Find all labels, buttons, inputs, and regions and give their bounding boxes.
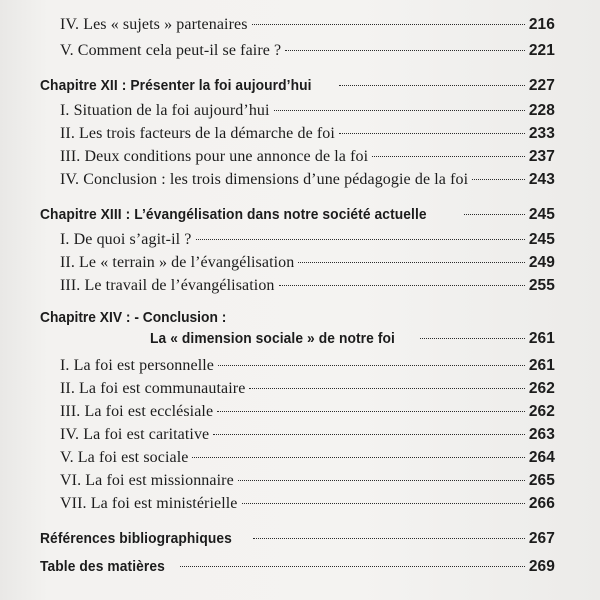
toc-entry [60, 230, 555, 250]
toc-entry-page: 228 [528, 102, 555, 119]
leader-dots [372, 156, 525, 157]
chapter-heading [40, 205, 555, 225]
leader-dots [238, 480, 525, 481]
contents-title: Table des matières [40, 558, 165, 575]
toc-entry-label: I. Situation de la foi aujourd’hui [60, 102, 270, 119]
leader-dots [274, 110, 525, 111]
leader-dots [472, 179, 525, 180]
contents-entry [40, 557, 555, 577]
leader-dots [218, 365, 525, 366]
toc-entry [60, 425, 555, 445]
toc-entry-label: III. Le travail de l’évangélisation [60, 277, 275, 294]
toc-entry [60, 356, 555, 376]
toc-entry [60, 448, 555, 468]
leader-dots [213, 434, 525, 435]
references-entry [40, 529, 555, 549]
leader-dots [464, 214, 525, 215]
leader-dots [339, 85, 525, 86]
leader-dots [279, 285, 525, 286]
toc-entry [60, 379, 555, 399]
leader-dots [196, 239, 525, 240]
toc-entry [60, 253, 555, 273]
toc-entry [60, 276, 555, 296]
toc-entry [60, 402, 555, 422]
leader-dots [253, 538, 525, 539]
toc-entry [60, 147, 555, 167]
leader-dots [285, 50, 525, 51]
toc-entry-page: 262 [528, 403, 555, 420]
toc-entry-label: VII. La foi est ministérielle [60, 495, 238, 512]
toc-entry-page: 233 [528, 125, 555, 142]
toc-entry-label: I. La foi est personnelle [60, 357, 214, 374]
chapter-page: 227 [528, 77, 555, 94]
chapter-heading [40, 76, 555, 96]
leader-dots [339, 133, 525, 134]
chapter-page: 245 [528, 206, 555, 223]
references-title: Références bibliographiques [40, 530, 232, 547]
contents-page: 269 [528, 558, 555, 575]
toc-entry-page: 263 [528, 426, 555, 443]
leader-dots [242, 503, 525, 504]
toc-entry-label: II. Le « terrain » de l’évangélisation [60, 254, 295, 271]
leader-dots [252, 24, 525, 25]
toc-entry-page: 265 [528, 472, 555, 489]
toc-entry-label: VI. La foi est missionnaire [60, 472, 234, 489]
toc-entry-label: I. De quoi s’agit-il ? [60, 231, 192, 248]
toc-entry [60, 101, 555, 121]
toc-entry-page: 216 [528, 16, 555, 33]
toc-entry-label: IV. La foi est caritative [60, 426, 210, 443]
leader-dots [192, 457, 524, 458]
toc-entry [60, 494, 555, 514]
toc-entry [60, 15, 555, 35]
leader-dots [249, 388, 524, 389]
chapter-page: 261 [528, 330, 555, 347]
toc-entry [60, 170, 555, 190]
toc-entry [60, 471, 555, 491]
toc-entry-page: 245 [528, 231, 555, 248]
leader-dots [298, 262, 524, 263]
leader-dots [180, 566, 525, 567]
toc-entry [60, 41, 555, 61]
toc-entry-label: II. La foi est communautaire [60, 380, 246, 397]
toc-entry-page: 243 [528, 171, 555, 188]
toc-entry-label: III. Deux conditions pour une annonce de la foi [60, 148, 369, 165]
leader-dots [217, 411, 525, 412]
toc-entry-label: V. Comment cela peut-il se faire ? [60, 42, 282, 59]
chapter-title: La « dimension sociale » de notre foi [150, 330, 395, 347]
toc-entry-label: II. Les trois facteurs de la démarche de foi [60, 125, 335, 142]
references-page: 267 [528, 530, 555, 547]
toc-entry-page: 237 [528, 148, 555, 165]
chapter-title: Chapitre XII : Présenter la foi aujourd’hui [40, 77, 312, 94]
toc-entry-page: 249 [528, 254, 555, 271]
toc-entry-page: 221 [528, 42, 555, 59]
toc-entry-label: IV. Les « sujets » partenaires [60, 16, 248, 33]
toc-entry-page: 262 [528, 380, 555, 397]
toc-entry-page: 255 [528, 277, 555, 294]
toc-entry-page: 261 [528, 357, 555, 374]
leader-dots [420, 338, 525, 339]
toc-entry-label: IV. Conclusion : les trois dimensions d’une pédagogie de la foi [60, 171, 469, 188]
chapter-heading [150, 329, 555, 349]
chapter-heading-line1: Chapitre XIV : - Conclusion : [40, 309, 227, 326]
toc-entry-page: 264 [528, 449, 555, 466]
toc-entry [60, 124, 555, 144]
toc-entry-label: V. La foi est sociale [60, 449, 189, 466]
toc-entry-page: 266 [528, 495, 555, 512]
toc-entry-label: III. La foi est ecclésiale [60, 403, 214, 420]
chapter-title: Chapitre XIII : L’évangélisation dans notre société actuelle [40, 206, 427, 223]
